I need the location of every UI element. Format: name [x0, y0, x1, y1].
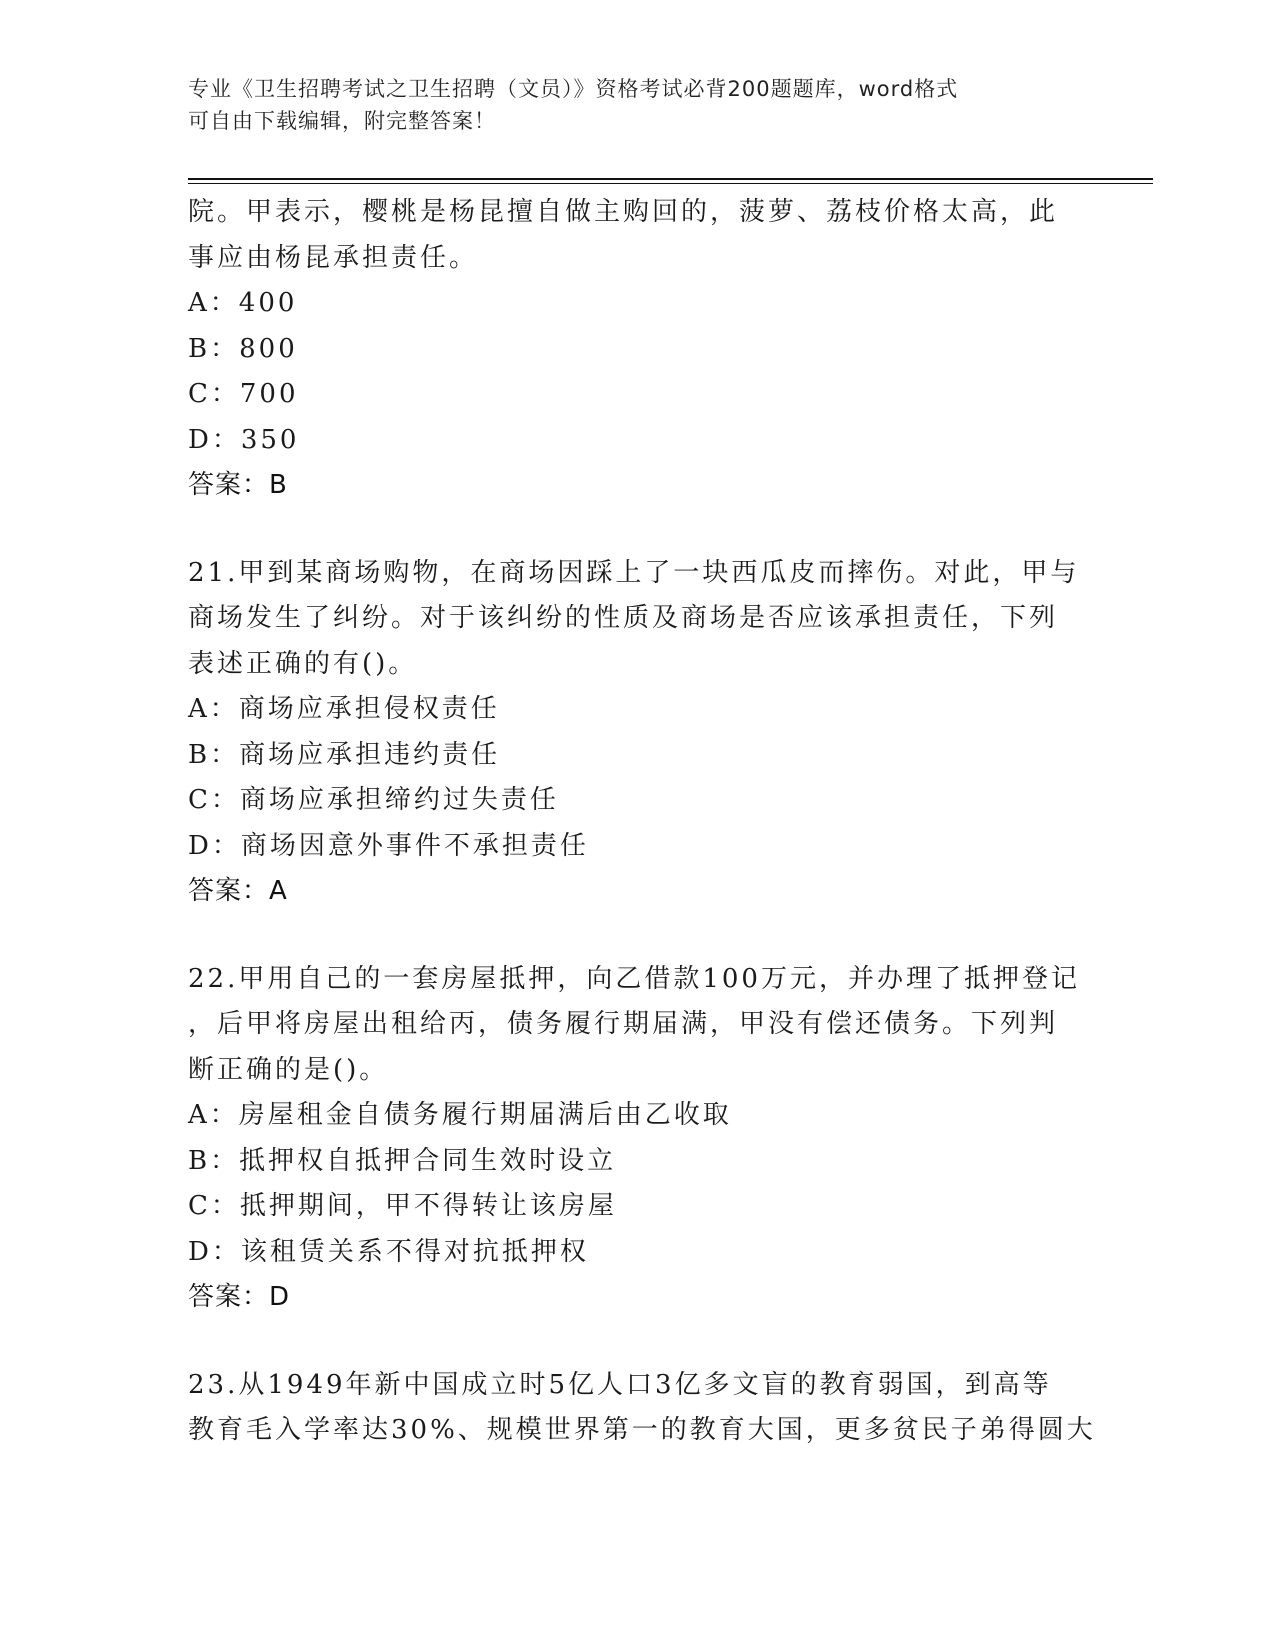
- option-c: C：700: [188, 379, 299, 409]
- answer-key: 答案：A: [188, 876, 288, 906]
- question-stem-line: 21.甲到某商场购物，在商场因踩上了一块西瓜皮而摔伤。对此，甲与: [188, 557, 1080, 588]
- option-d: D：350: [188, 424, 300, 455]
- question-stem-line: ，后甲将房屋出租给丙，债务履行期届满，甲没有偿还债务。下列判: [188, 1009, 1059, 1039]
- header-title-line-2: 可自由下载编辑，附完整答案！: [188, 109, 496, 133]
- header-title-line-1: 专业《卫生招聘考试之卫生招聘（文员）》资格考试必背200题题库，word格式: [188, 77, 959, 101]
- question-22: [188, 957, 1088, 1321]
- question-stem-line: 22.甲用自己的一套房屋抵押，向乙借款100万元，并办理了抵押登记: [188, 963, 1080, 994]
- option-a: A：商场应承担侵权责任: [188, 694, 500, 724]
- question-23: [188, 1363, 1096, 1454]
- question-spacer: [188, 915, 1088, 957]
- document-body: [188, 190, 1096, 1454]
- option-d: D：该租赁关系不得对抗抵押权: [188, 1236, 589, 1267]
- header-divider-thin: [188, 183, 1153, 184]
- question-stem-line: 教育毛入学率达30%、规模世界第一的教育大国，更多贫民子弟得圆大: [188, 1415, 1096, 1445]
- option-c: C：商场应承担缔约过失责任: [188, 785, 559, 815]
- question-stem-line: 事应由杨昆承担责任。: [188, 242, 479, 273]
- header-divider-thick: [188, 178, 1153, 180]
- option-b: B：抵押权自抵押合同生效时设立: [188, 1145, 617, 1176]
- question-continuation: [188, 190, 1088, 509]
- answer-key: 答案：D: [188, 1282, 291, 1312]
- option-b: B：商场应承担违约责任: [188, 739, 501, 770]
- option-b: B：800: [188, 333, 298, 364]
- question-stem-line: 表述正确的有()。: [188, 648, 418, 679]
- question-spacer: [188, 1321, 1088, 1363]
- question-stem-line: 院。甲表示，樱桃是杨昆擅自做主购回的，菠萝、荔枝价格太高，此: [188, 197, 1059, 227]
- option-d: D：商场因意外事件不承担责任: [188, 830, 589, 861]
- option-c: C：抵押期间，甲不得转让该房屋: [188, 1191, 617, 1221]
- question-spacer: [188, 509, 1088, 551]
- option-a: A：房屋租金自债务履行期届满后由乙收取: [188, 1100, 732, 1130]
- option-a: A：400: [188, 288, 298, 318]
- question-stem-line: 商场发生了纠纷。对于该纠纷的性质及商场是否应该承担责任，下列: [188, 603, 1059, 633]
- answer-key: 答案：B: [188, 470, 288, 500]
- question-stem-line: 断正确的是()。: [188, 1054, 389, 1085]
- page-header: [188, 73, 1068, 137]
- question-21: [188, 551, 1088, 915]
- question-stem-line: 23.从1949年新中国成立时5亿人口3亿多文盲的教育弱国，到高等: [188, 1369, 1052, 1400]
